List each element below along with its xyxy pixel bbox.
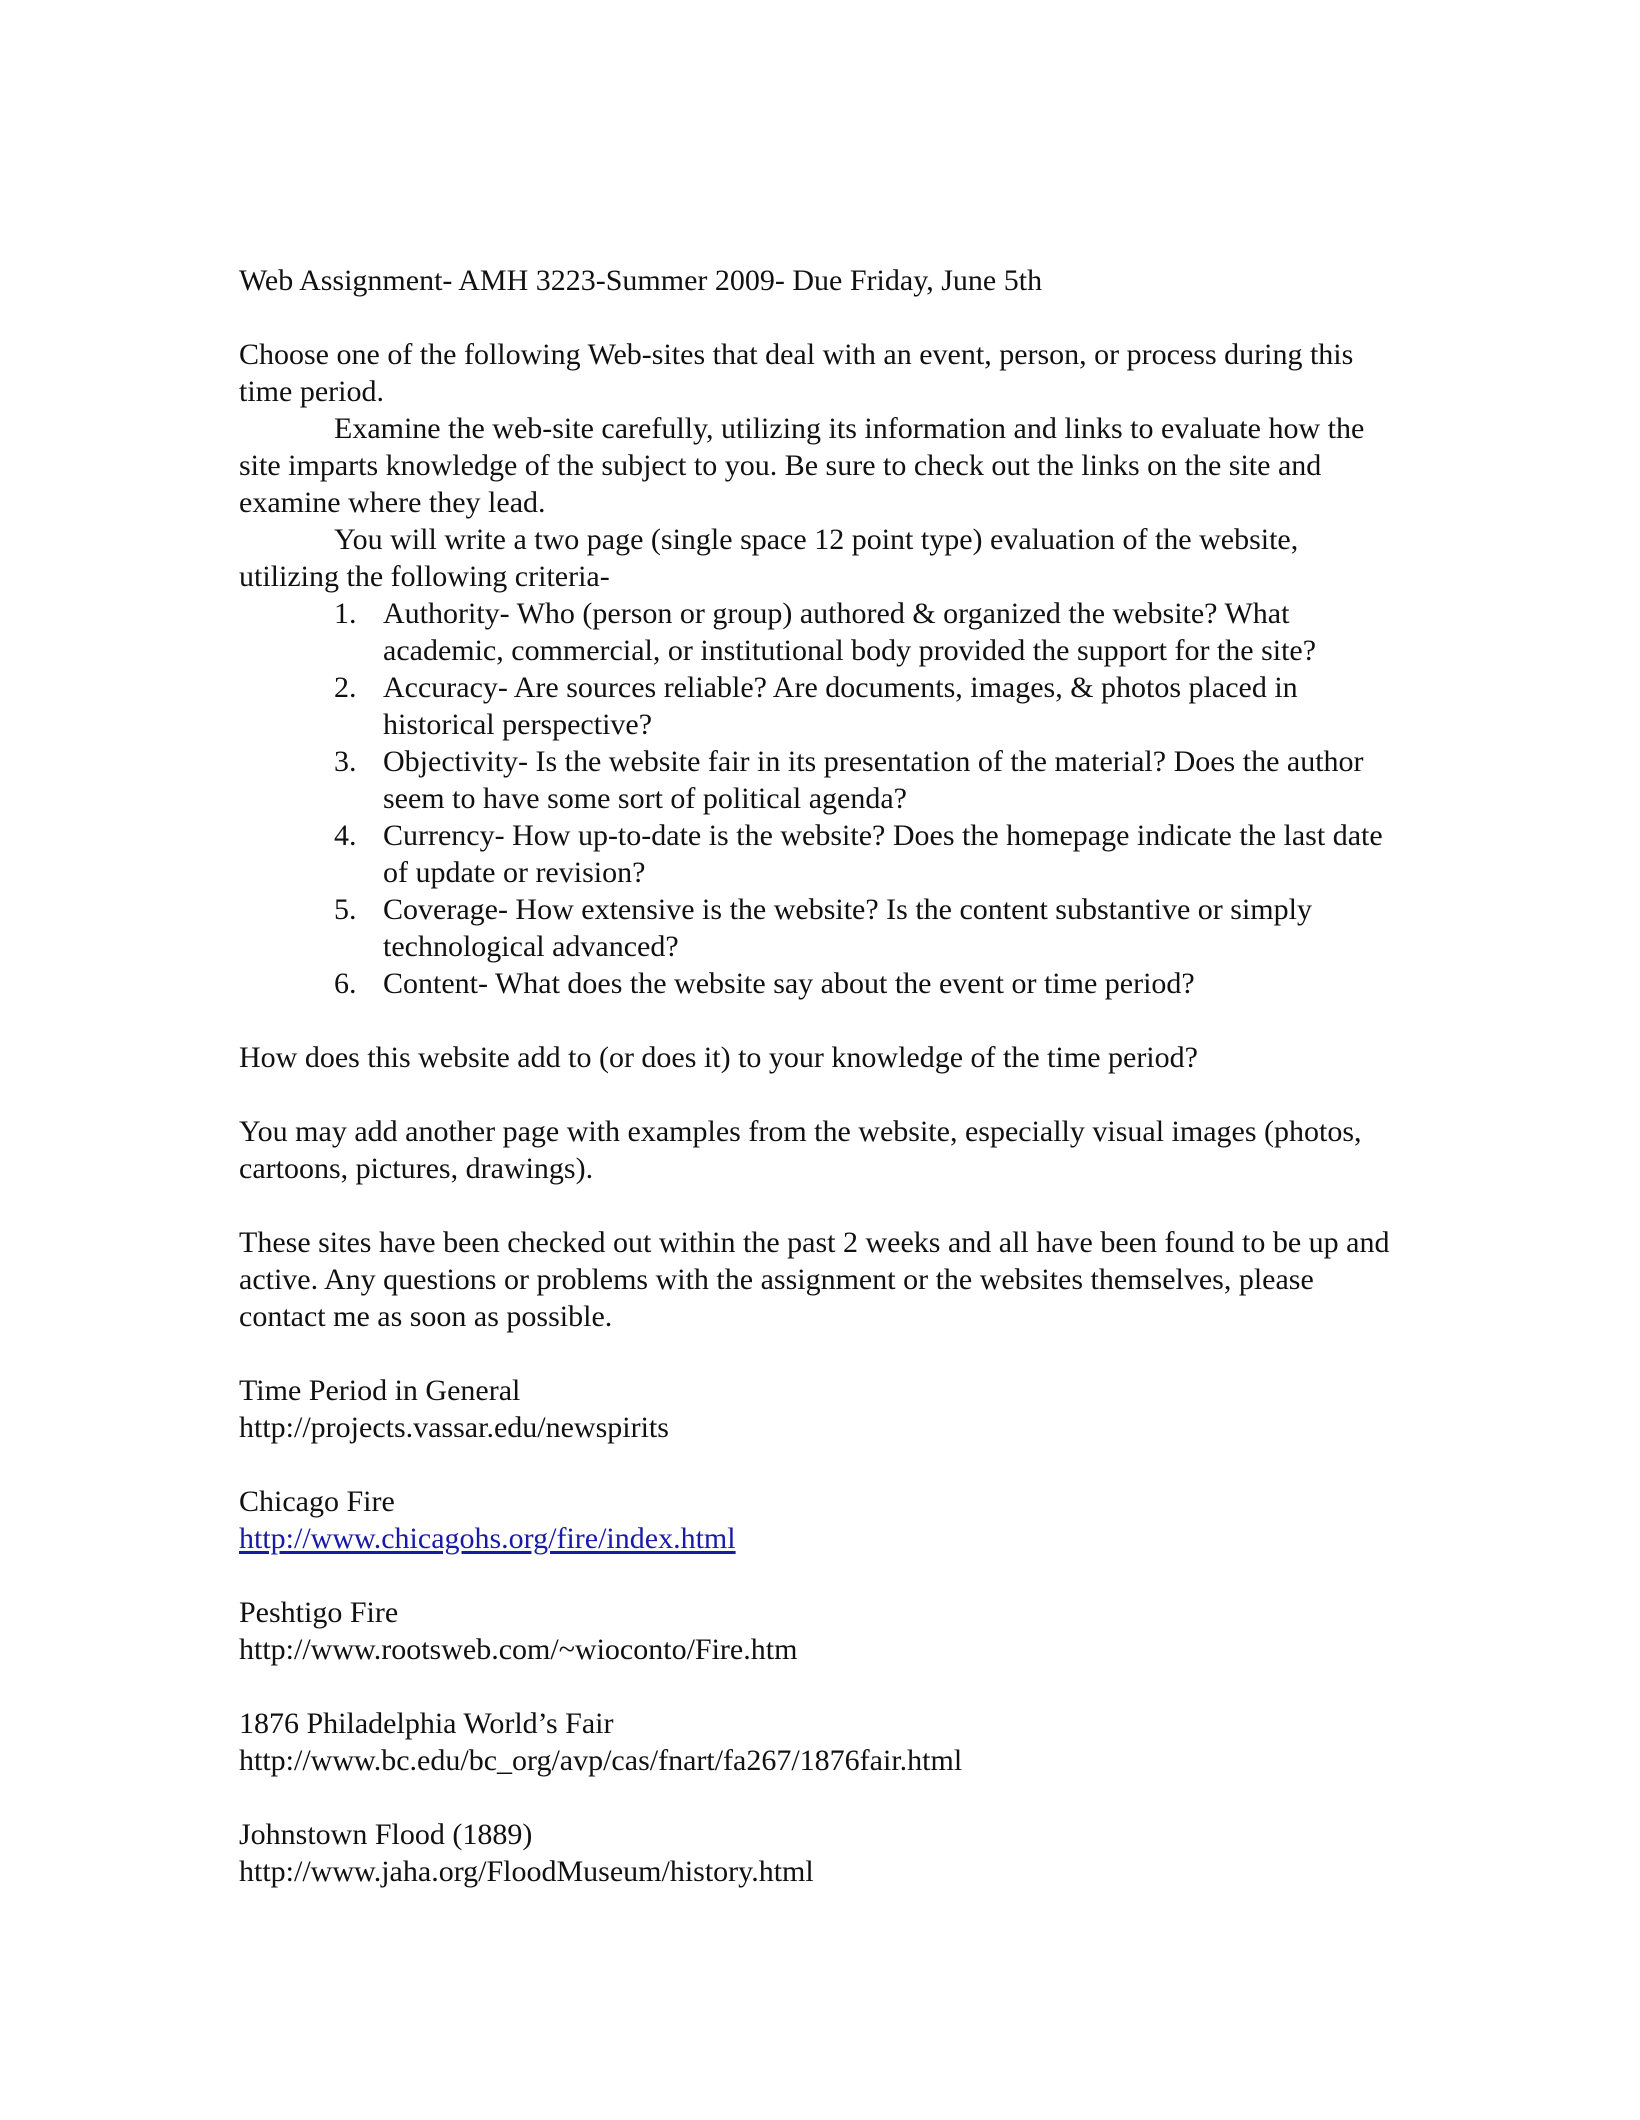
site-entry <box>239 1372 1399 1446</box>
criteria-text: Accuracy- Are sources reliable? Are documents, images, & photos placed in historical perspective? <box>383 671 1298 741</box>
document-body <box>239 262 1399 1890</box>
criteria-item <box>239 965 1399 1002</box>
criteria-text: Currency- How up-to-date is the website? Does the homepage indicate the last date of update or revision? <box>383 819 1383 889</box>
criteria-item <box>239 817 1399 891</box>
criteria-number: 6. <box>334 967 357 1000</box>
site-name: Peshtigo Fire <box>239 1596 399 1629</box>
criteria-text: Content- What does the website say about the event or time period? <box>383 967 1195 1000</box>
write-paragraph: You will write a two page (single space 12 point type) evaluation of the website, utilizing the following criteria- <box>239 523 1299 593</box>
site-name: Time Period in General <box>239 1374 521 1407</box>
site-entry <box>239 1705 1399 1779</box>
extra-page-paragraph: You may add another page with examples from the website, especially visual images (photos, cartoons, pictures, drawings). <box>239 1115 1362 1185</box>
site-name: Johnstown Flood (1889) <box>239 1818 533 1851</box>
checked-paragraph: These sites have been checked out within the past 2 weeks and all have been found to be up and active. Any questions or problems with the assignment or the websites themselves, please contact me as soon as possible. <box>239 1226 1390 1333</box>
criteria-number: 2. <box>334 671 357 704</box>
site-entry <box>239 1816 1399 1890</box>
criteria-number: 1. <box>334 597 357 630</box>
criteria-number: 4. <box>334 819 357 852</box>
site-url: http://projects.vassar.edu/newspirits <box>239 1411 669 1444</box>
site-url: http://www.bc.edu/bc_org/avp/cas/fnart/fa267/1876fair.html <box>239 1744 963 1777</box>
question-paragraph: How does this website add to (or does it) to your knowledge of the time period? <box>239 1041 1198 1074</box>
criteria-list <box>239 595 1399 1002</box>
site-entry <box>239 1594 1399 1668</box>
criteria-item <box>239 595 1399 669</box>
examine-paragraph: Examine the web-site carefully, utilizing its information and links to evaluate how the site imparts knowledge of the subject to you. Be sure to check out the links on the site and examine where they lead. <box>239 412 1365 519</box>
criteria-number: 5. <box>334 893 357 926</box>
criteria-text: Authority- Who (person or group) authored & organized the website? What academic, commercial, or institutional body provided the support for the site? <box>383 597 1317 667</box>
site-url: http://www.jaha.org/FloodMuseum/history.html <box>239 1855 814 1888</box>
site-name: Chicago Fire <box>239 1485 395 1518</box>
criteria-item <box>239 743 1399 817</box>
intro-paragraph: Choose one of the following Web-sites that deal with an event, person, or process during this time period. <box>239 338 1354 408</box>
site-link[interactable]: http://www.chicagohs.org/fire/index.html <box>239 1522 736 1555</box>
assignment-title: Web Assignment- AMH 3223-Summer 2009- Due Friday, June 5th <box>239 264 1043 297</box>
site-entry <box>239 1483 1399 1557</box>
criteria-text: Objectivity- Is the website fair in its presentation of the material? Does the author seem to have some sort of political agenda? <box>383 745 1364 815</box>
site-name: 1876 Philadelphia World’s Fair <box>239 1707 614 1740</box>
criteria-number: 3. <box>334 745 357 778</box>
site-url: http://www.rootsweb.com/~wioconto/Fire.htm <box>239 1633 798 1666</box>
criteria-item <box>239 891 1399 965</box>
criteria-text: Coverage- How extensive is the website? Is the content substantive or simply technological advanced? <box>383 893 1312 963</box>
criteria-item <box>239 669 1399 743</box>
